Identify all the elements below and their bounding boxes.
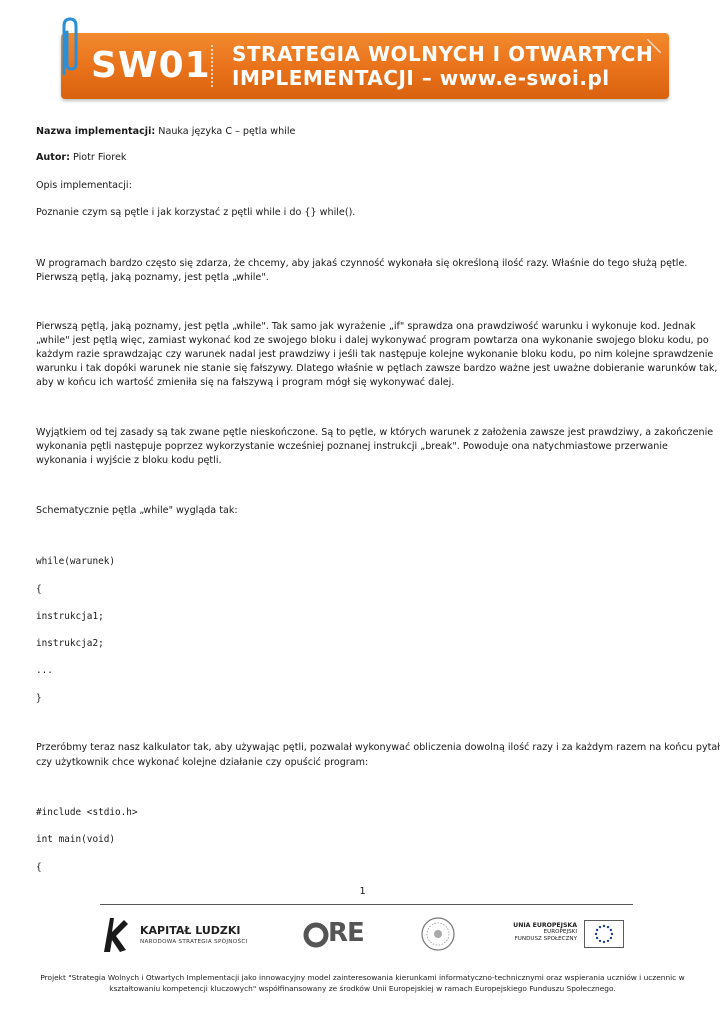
code-line: ...	[36, 665, 53, 676]
description-heading: Opis implementacji:	[36, 180, 132, 191]
footer-note-line-2: kształtowaniu kompetencji kluczowych" współfinansowany ze środków Unii Europejskiej w ramach Europejskiego Funduszu Społecznego.	[109, 984, 616, 993]
paragraph-4-line-1: Wyjątkiem od tej zasady są tak zwane pętle nieskończone. Są to pętle, w których warunek z założenia zawsze jest prawdziwy, a zakończenie	[36, 427, 714, 438]
paragraph-3-line-4: warunku i tak dopóki warunek nie stanie się fałszywy. Dlatego właśnie w pętlach zawsze bardzo ważne jest uważne dobieranie warunków tak,	[36, 363, 718, 374]
banner-separator	[211, 45, 213, 87]
footer-divider	[100, 904, 633, 905]
footer-note	[20, 972, 705, 994]
banner-title-line2: IMPLEMENTACJI – www.e-swoi.pl	[232, 66, 610, 90]
paragraph-2-line-2: Pierwszą pętlą, jaką poznamy, jest pętla „while".	[36, 272, 269, 283]
eu-label	[505, 922, 577, 943]
footer-note-line-1: Projekt "Strategia Wolnych i Otwartych Implementacji jako innowacyjny model zainteresowania kierunkami informatyczno-technicznymi oraz wspierania uczniów i uczennic w	[40, 973, 685, 982]
author-line	[36, 151, 126, 165]
paragraph-3-line-5: aby w końcu ich wartość zmieniła się na fałszywą i program mógł się wykonywać dalej.	[36, 377, 455, 388]
paragraph-3-line-2: „while" jest pętlą więc, zamiast wykonać kod ze swojego bloku i dalej wykonywać program powtarza ona wykonanie swojego bloku kodu, po	[36, 335, 709, 346]
eu-line-1: UNIA EUROPEJSKA	[513, 922, 577, 929]
corner-fold-icon	[647, 39, 661, 53]
code-line: instrukcja2;	[36, 638, 104, 649]
paragraph-2-line-1: W programach bardzo często się zdarza, że chcemy, aby jakaś czynność wykonała się określoną ilość razy. Właśnie do tego służą pętle.	[36, 258, 688, 269]
implementation-name-line	[36, 125, 295, 139]
paragraph-4-line-2: wykonania pętli następuje poprzez wykorzystanie wcześniej poznanej instrukcji „break". Powoduje ona natychmiastowe przerwanie	[36, 441, 668, 452]
impl-value: Nauka języka C – pętla while	[155, 126, 296, 137]
sw01-logo: SW01	[91, 45, 211, 86]
footer-logos	[0, 910, 725, 960]
kapital-ludzki-subtitle: NARODOWA STRATEGIA SPÓJNOŚCI	[140, 939, 248, 945]
paperclip-icon	[56, 16, 84, 78]
code-line: {	[36, 862, 42, 873]
code-line: {	[36, 584, 42, 595]
page-number: 1	[359, 886, 366, 897]
kapital-ludzki-emblem-icon	[100, 914, 132, 954]
paragraph-6-line-2: czy użytkownik chce wykonać kolejne działanie czy opuścić program:	[36, 757, 369, 768]
paragraph-5: Schematycznie pętla „while" wygląda tak:	[36, 505, 238, 516]
code-line: int main(void)	[36, 834, 116, 845]
paragraph-3-line-3: każdym razie sprawdzając czy warunek nadal jest prawdziwy i jeśli tak następuje kolejne wykonanie bloku kodu, po nim kolejne sprawdzenie	[36, 349, 714, 360]
fundacja-seal-icon	[420, 916, 456, 952]
impl-label: Nazwa implementacji:	[36, 126, 156, 137]
banner-title-line1: STRATEGIA WOLNYCH I OTWARTYCH	[232, 42, 654, 66]
paragraph-6-line-1: Przeróbmy teraz nasz kalkulator tak, aby używając pętli, pozwalał wykonywać obliczenia dowolną ilość razy i za każdym razem na końcu pytał	[36, 742, 720, 753]
kapital-ludzki-logo	[100, 914, 250, 954]
eu-flag-icon	[584, 920, 624, 948]
kapital-ludzki-title: KAPITAŁ LUDZKI	[140, 924, 241, 937]
paragraph-intro: Poznanie czym są pętle i jak korzystać z pętli while i do {} while().	[36, 207, 356, 218]
eu-line-3: FUNDUSZ SPOŁECZNY	[514, 936, 577, 942]
code-line: }	[36, 693, 42, 704]
ore-ring-icon	[303, 922, 329, 948]
author-label: Autor:	[36, 152, 70, 163]
header-banner	[61, 33, 669, 99]
ore-logo-text: RE	[328, 918, 364, 948]
eu-line-2: EUROPEJSKI	[543, 929, 577, 935]
code-line: #include <stdio.h>	[36, 807, 138, 818]
paragraph-3-line-1: Pierwszą pętlą, jaką poznamy, jest pętla „while". Tak samo jak wyrażenie „if" sprawdza ona prawdziwość warunku i wykonuje kod. Jednak	[36, 321, 696, 332]
code-line: while(warunek)	[36, 556, 116, 567]
paragraph-4-line-3: wykonania i wyjście z bloku kodu pętli.	[36, 455, 222, 466]
code-line: instrukcja1;	[36, 611, 104, 622]
author-value: Piotr Fiorek	[70, 152, 127, 163]
banner-title	[232, 42, 653, 90]
